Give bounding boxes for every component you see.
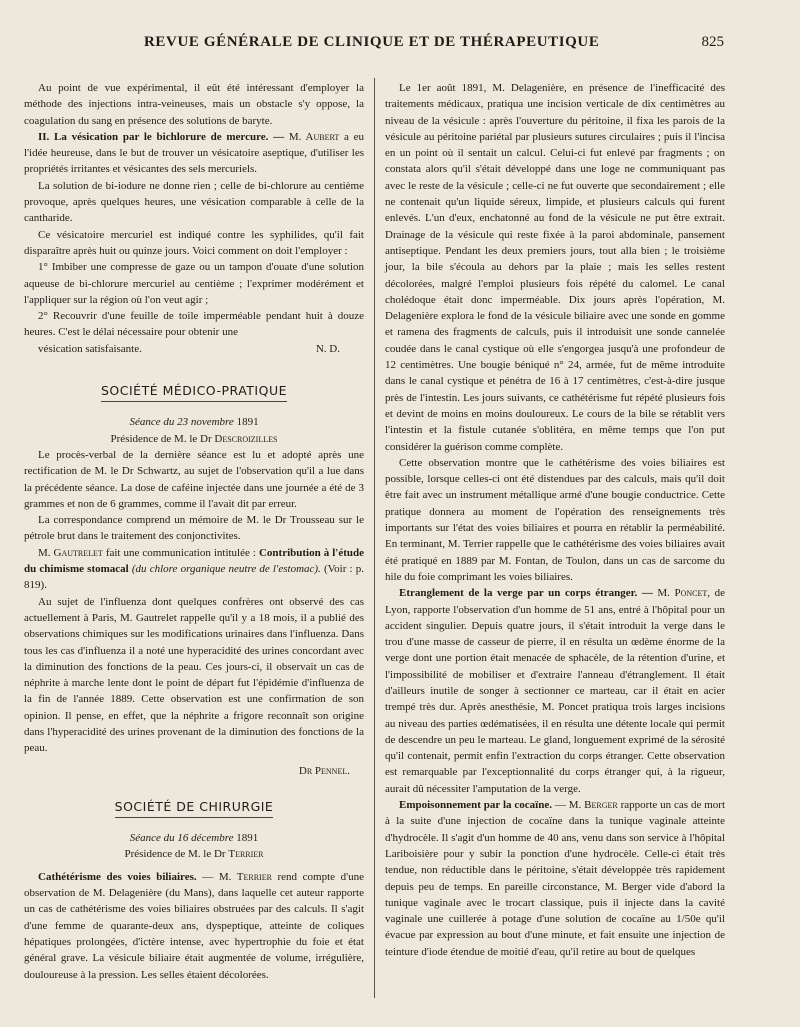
paragraph: Ce vésicatoire mercuriel est indiqué contre les syphilides, qu'il fait disparaître après huit ou quinze jours. Voici comment on doit l'employer : bbox=[24, 228, 364, 257]
president-name: Terrier bbox=[228, 848, 264, 861]
paragraph bbox=[24, 129, 364, 178]
presidence-label: Présidence de M. le Dr bbox=[110, 432, 212, 445]
paragraph-text: , de Lyon, rapporte l'observation d'un homme de 51 ans, entré à l'hôpital pour un accident singulier. Depuis quatre jours, il s'était introduit la verge dans le trou d'une masse de casseur de pierre, il en résulta un œdème énorme de la verge dont une portion était menacée de sphacèle, de la rétention d'urine, et l'impossibilité de mobiliser et d'extraire l'anneau d'étranglement. Il était d'ailleurs inutile de songer à sectionner ce marteau, car il était en acier trempé très dur. Après anesthésie, M. Poncet pratiqua trois larges incisions au niveau des parties œdématisées, il en résulta une détente locale qui permit de descendre un peu le marteau. Le gland, longuement exprimé de la sérosité qu'il contenait, permit enfin l'extraction du corps étranger. Cette observation est remarquable par l'exceptionnalité du corps étranger qui, à la rigueur, aurait dû nécessiter l'amputation de la verge. bbox=[385, 587, 726, 795]
author-name: M. Gautrelet bbox=[38, 546, 103, 559]
page-reference: (Voir : p. 819). bbox=[24, 563, 365, 592]
signature-name: Dr Pennel. bbox=[298, 764, 350, 777]
paragraph: Au sujet de l'influenza dont quelques confrères ont observé des cas actuellement à Paris, M. Gautrelet rappelle qu'il y a 18 mois, il a publié des observations chimiques sur les modifications urinaires dans l'influenza. Dans tous les cas d'influenza il a noté une hyperacidité des urines concordant avec la diminution des fonctions de la peau. Ces jours-ci, il observait un cas de néphrite à marche lente dont le point de départ fut l'épidémie d'influenza de la fin de l'année 1889. Cette observation est une confirmation de son opinion. Il pense, en effet, que la néphrite a frigore reconnaît son origine dans l'hyperacidité des urines provenant de la diminution des fonctions de la peau. bbox=[24, 595, 364, 755]
column-divider bbox=[374, 78, 375, 998]
paragraph-text: rend compte d'une observation de M. Delagenière (du Mans), dans laquelle cet auteur rapporte un cas de cathétérisme des voies biliaires obstruées par des calculs. Il s'agit d'une femme de quarante-deux ans, dyspeptique, atteinte de coliques hépatiques prolongées, d'ictère intense, avec hypertrophie du foie et état général grave. La vésicule biliaire était augmentée de volume, irrégulière, douloureuse à la pression. Les selles étaient décolorées. bbox=[24, 870, 364, 981]
paragraph-text: vésication satisfaisante. bbox=[38, 342, 142, 355]
paragraph bbox=[24, 545, 364, 594]
paragraph-heading: Cathétérisme des voies biliaires. bbox=[38, 870, 197, 883]
paragraph bbox=[385, 585, 725, 797]
paragraph: Le 1er août 1891, M. Delagenière, en présence de l'inefficacité des traitements médicaux, pratiqua une incision verticale de dix centimètres au niveau de la vésicule : après l'ouverture du péritoine, il fixa les parois de la vésicule au péritoine pariétal par plusieurs sutures circulaires ; puis il l'incisa en un point où il sentait un calcul. Celui-ci fut enlevé par fragments ; on constata alors qu'il s'était développé dans une loge ne communiquant pas avec le reste de la vésicule ; celle-ci ne fut ouverte que secondairement ; elle ne contenait qu'un liquide séreux, limpide, et plusieurs calculs qui furent enlevés. L'un d'eux, enchatonné au fond de la vésicule ne put être extrait. Drainage de la vésicule qui reste fixée à la paroi abdominale, pansement antiseptique. Pendant les deux premiers jours, tout alla bien ; le troisième jour, la bile s'écoula au dehors par la plaie ; mais les selles restent décolorées, malgré l'emploi plusieurs fois répété du calomel. Le canal cholédoque était donc imperméable. Dix jours après l'opération, M. Delagenière explora le fond de la vésicule biliaire avec une sonde en gomme et ramena des fragments de calculs, puis il introduisit une sonde cannelée coudée dans le canal cystique où elle s'engorgea jusqu'à une profondeur de 12 centimètres. Une bougie béniqué n° 24, armée, fut de même introduite dans le canal cystique et pénétra de 16 à 17 centimètres, c'est-à-dire jusque près de l'intestin. Les jours suivants, ce cathétérisme fut répété plusieurs fois et devint de moins en moins douloureux. Le cours de la bile se rétablit vers l'intestin et la fistule cutanée s'oblitéra, en même temps que l'on put considérer la guérison comme complète. bbox=[385, 82, 725, 453]
communication-title: Contribution à l'étude du chimisme stomacal bbox=[24, 546, 365, 576]
running-header bbox=[24, 32, 724, 56]
paragraph: La correspondance comprend un mémoire de M. le Dr Trousseau sur le pétrole brut dans le traitement des conjonctivites. bbox=[24, 514, 364, 543]
communication-subtitle: (du chlore organique neutre de l'estomac). bbox=[131, 563, 321, 576]
presidence-line bbox=[24, 431, 364, 447]
seance-label: Séance du bbox=[129, 416, 175, 429]
paragraph-end bbox=[24, 341, 364, 357]
president-name: Descroizilles bbox=[214, 432, 278, 445]
presidence-line bbox=[24, 846, 364, 862]
seance-date: 16 décembre bbox=[177, 832, 234, 845]
paragraph: 2° Recouvrir d'une feuille de toile imperméable pendant huit à douze heures. C'est le délai nécessaire pour obtenir une bbox=[24, 310, 364, 339]
paragraph-heading: Etranglement de la verge par un corps étranger. — bbox=[399, 587, 653, 600]
paragraph: Cette observation montre que le cathétérisme des voies biliaires est possible, lorsque celles-ci ont été distendues par des calculs, mais qu'il doit être fait avec un instrument métallique armé d'une bougie conductrice. Cette pratique donnera au moment de l'opération des renseignements très importants sur l'état des voies biliaires et pourra en rétablir la perméabilité. En terminant, M. Terrier rappelle que le cathétérisme des voies biliaires avait été pratiqué en 1889 par M. Fontan, de Toulon, dans un cas de sarcome du hile du foie comprimant les voies biliaires. bbox=[385, 456, 725, 583]
paragraph-text: a eu l'idée heureuse, dans le but de trouver un vésicatoire aseptique, d'utiliser les propriétés irritantes et vésicantes des sels mercuriels. bbox=[24, 130, 365, 176]
paragraph: La solution de bi-iodure ne donne rien ; celle de bi-chlorure au centième provoque, après quelques heures, une vésication comparable à celle de la cantharide. bbox=[24, 179, 364, 225]
paragraph bbox=[24, 869, 364, 983]
section-title bbox=[24, 799, 364, 818]
seance-year: 1891 bbox=[236, 416, 259, 429]
page-number: 825 bbox=[701, 34, 724, 50]
seance-line bbox=[24, 414, 364, 430]
seance-date: 23 novembre bbox=[177, 416, 234, 429]
seance-year: 1891 bbox=[236, 832, 259, 845]
author-name: — M. Terrier bbox=[202, 870, 272, 883]
section-title-text: SOCIÉTÉ MÉDICO-PRATIQUE bbox=[101, 383, 287, 402]
paragraph-text: rapporte un cas de mort à la suite d'une injection de cocaïne dans la tunique vaginale atteinte d'hydrocèle. Il s'agit d'un homme de 40 ans, venu dans son service à l'hôpital Lariboisière pour y subir la ponction d'une hydrocèle. Celle-ci était très tendue, non réductible dans le péritoine, s'était développée très rapidement depuis peu de temps. En pareille circonstance, M. Berger vide d'abord la tunique vaginale avec le trocart classique, puis il injecte dans la cavité vaginale une cuillerée à potage d'une solution de cocaïne au 1/50e qu'il évacue par expression au bout d'une minute, et fait ensuite une injection de teinture d'iode étendue de moitié d'eau, qu'il retire au bout de quelques bbox=[385, 799, 726, 958]
section-title-text: SOCIÉTÉ DE CHIRURGIE bbox=[115, 799, 274, 818]
paragraph bbox=[385, 797, 725, 960]
author-name: M. Aubert bbox=[288, 130, 340, 143]
right-column bbox=[385, 80, 725, 960]
section-title bbox=[24, 383, 364, 402]
left-column bbox=[24, 80, 364, 983]
paragraph: Au point de vue expérimental, il eût été intéressant d'employer la méthode des injections intra-veineuses, mais un obstacle s'y oppose, la coagulation du sang en présence des solutions de baryte. bbox=[24, 82, 364, 127]
seance-line bbox=[24, 830, 364, 846]
paragraph-heading: Empoisonnement par la cocaïne. bbox=[399, 799, 552, 812]
paragraph: Le procès-verbal de la dernière séance est lu et adopté après une rectification de M. le Dr Schwartz, au sujet de l'observation qu'il a lue dans la précédente séance. La dose de caféine injectée dans une journée a été de 3 grammes et non de 6 grammes, comme il l'avait dit par erreur. bbox=[24, 448, 364, 510]
paragraph-heading: II. La vésication par le bichlorure de mercure. — bbox=[38, 130, 285, 143]
signature bbox=[24, 763, 364, 779]
journal-title: REVUE GÉNÉRALE DE CLINIQUE ET DE THÉRAPEUTIQUE bbox=[144, 34, 600, 50]
presidence-label: Présidence de M. le Dr bbox=[124, 848, 226, 861]
seance-label: Séance du bbox=[129, 832, 175, 845]
paragraph-text: fait une communication intitulée : bbox=[105, 546, 256, 559]
author-name: — M. Berger bbox=[554, 799, 618, 812]
author-name: M. Poncet bbox=[657, 587, 708, 600]
signature: N. D. bbox=[315, 342, 340, 355]
paragraph: 1° Imbiber une compresse de gaze ou un tampon d'ouate d'une solution aqueuse de bi-chlorure mercuriel au centième ; l'exprimer modérément et l'appliquer sur la région où l'on veut agir ; bbox=[24, 261, 364, 306]
